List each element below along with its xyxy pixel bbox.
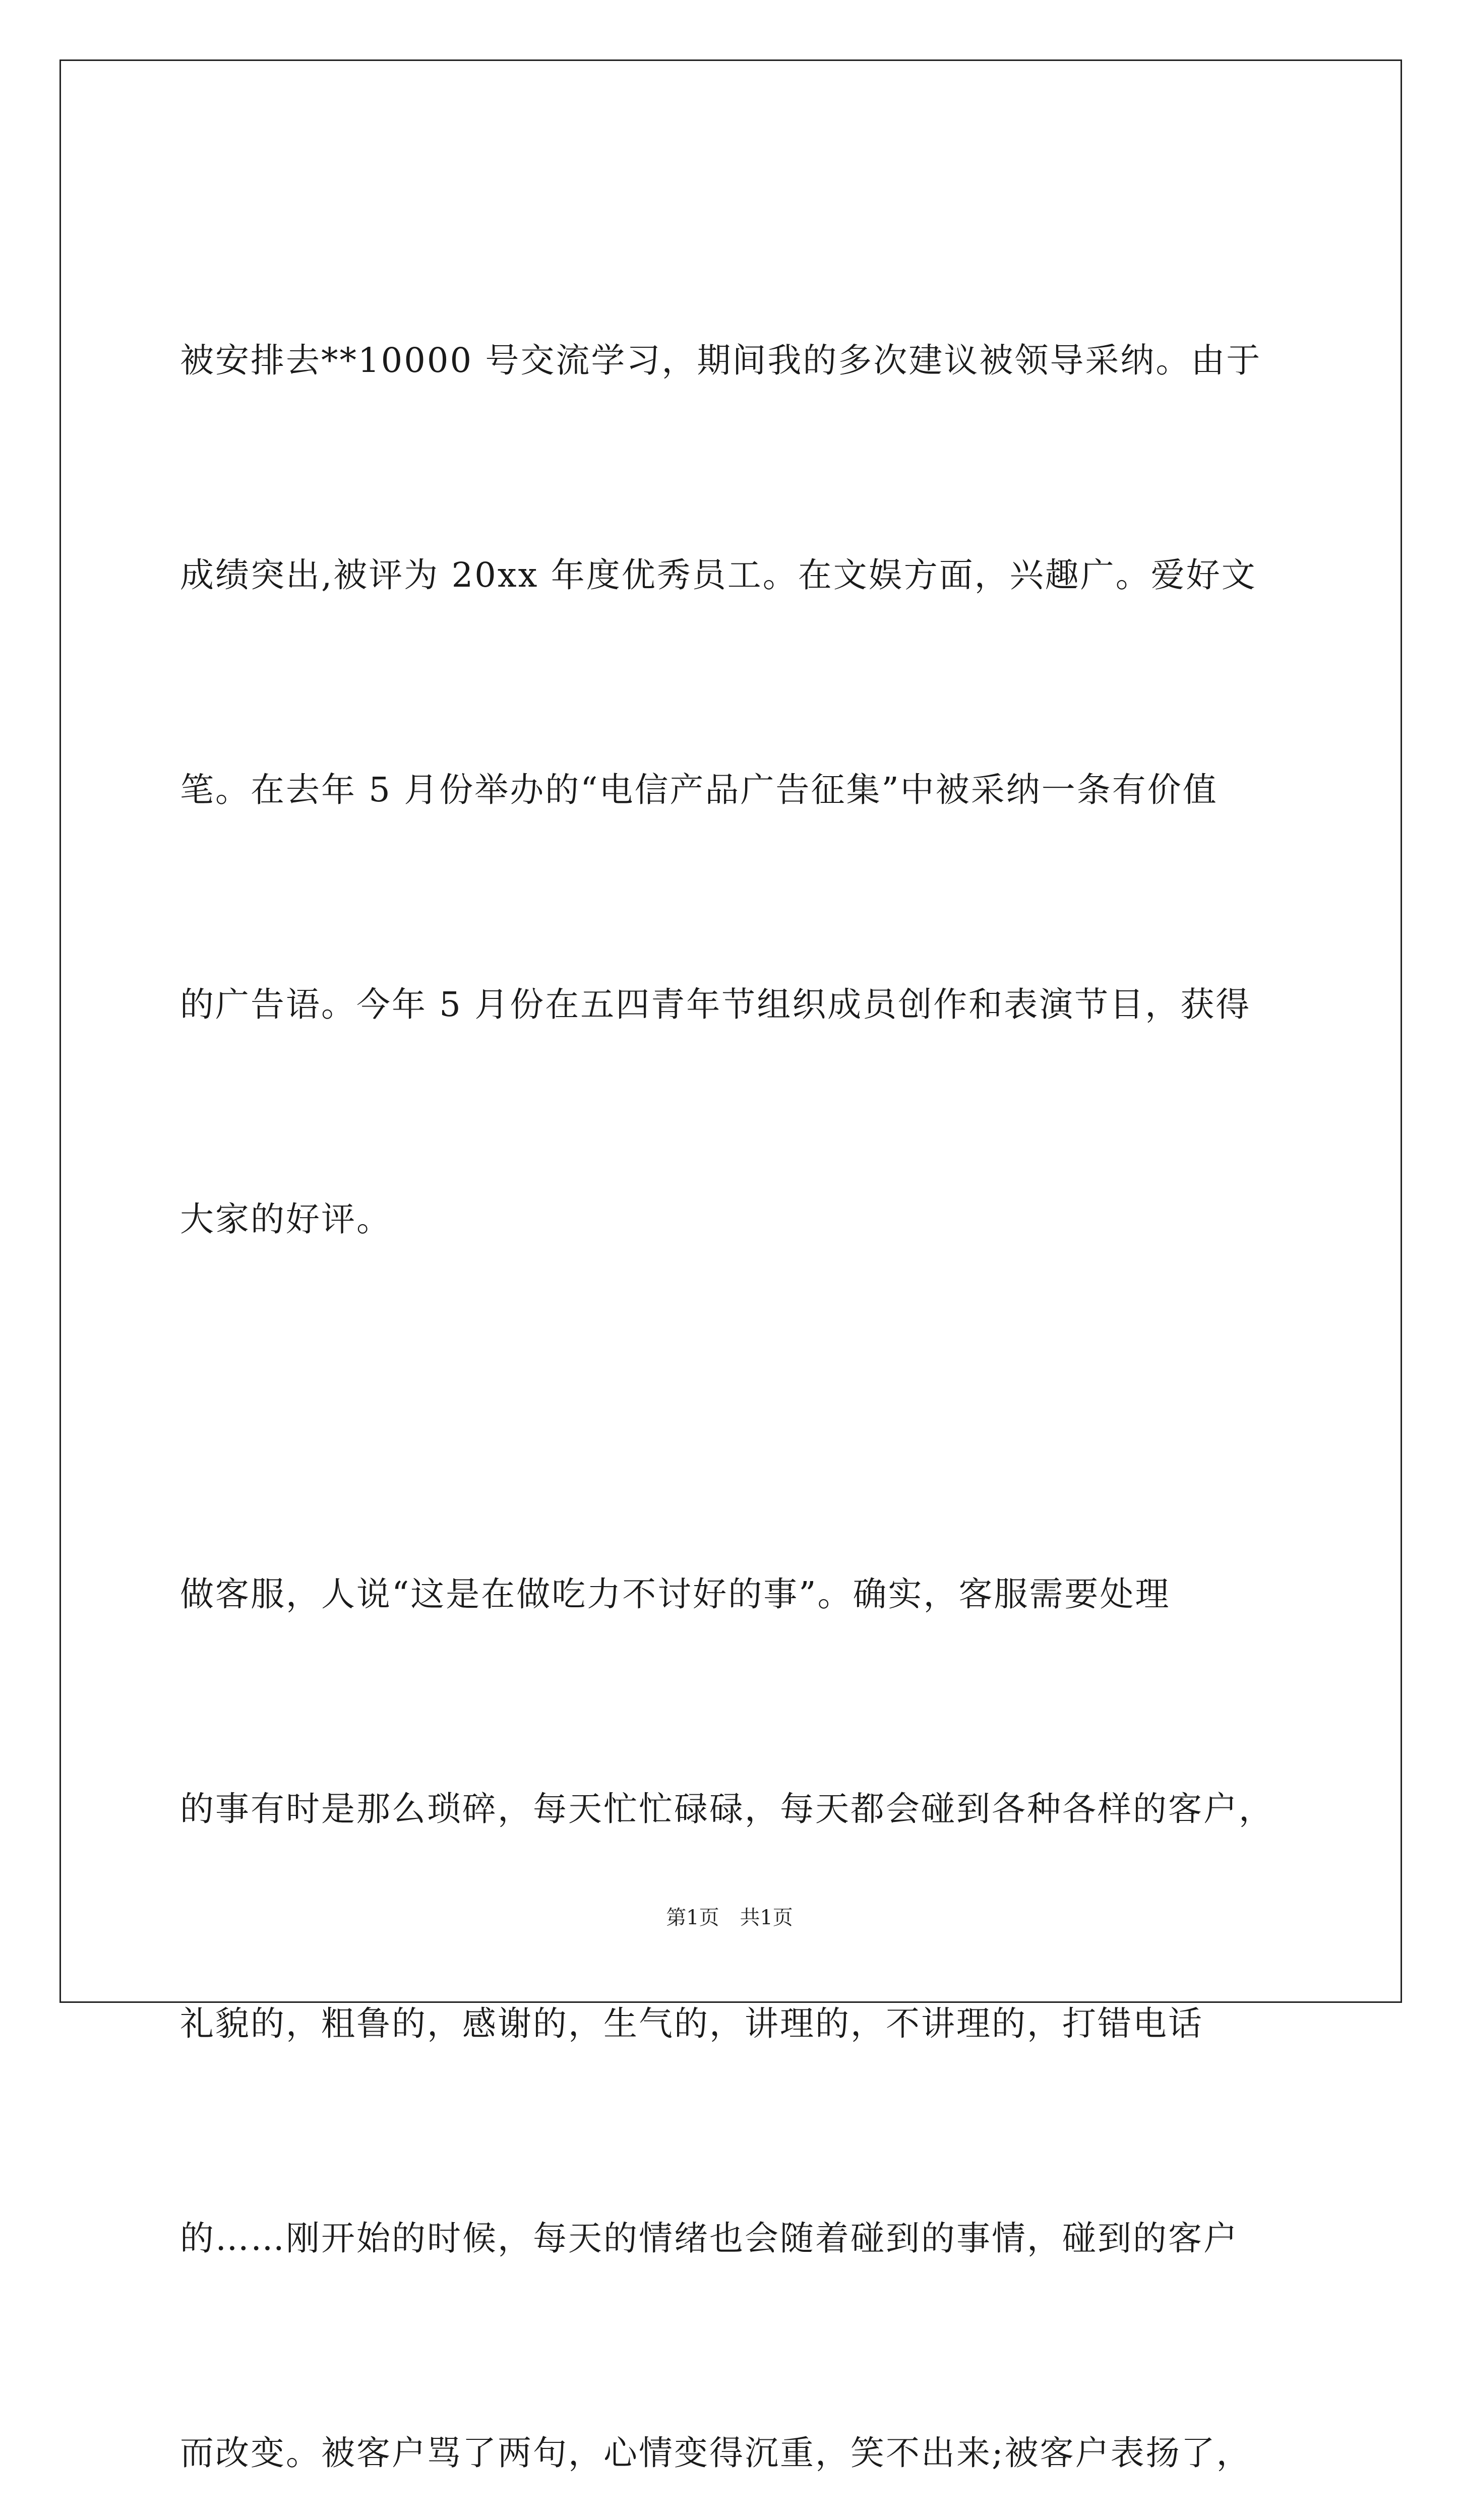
page-total: 共1页 xyxy=(740,1906,793,1929)
text-line: 大家的好评。 xyxy=(180,1200,392,1239)
text-line: 而改变。被客户骂了两句，心情变得沉重，笑不出来;被客户表扬了， xyxy=(180,2433,1252,2473)
text-line: 笔。在去年 5 月份举办的“电信产品广告征集”中被采纳一条有价值 xyxy=(180,770,1218,809)
page-footer xyxy=(0,1902,1459,1930)
paragraph-2 xyxy=(180,1415,1289,2520)
text-line: 的……刚开始的时候，每天的情绪也会随着碰到的事情，碰到的客户 xyxy=(180,2219,1239,2258)
document-body xyxy=(180,181,1289,2520)
text-line: 礼貌的，粗鲁的，感谢的，生气的，讲理的，不讲理的，打错电话 xyxy=(180,2004,1203,2043)
page-number: 第1页 xyxy=(666,1906,719,1929)
text-line: 做客服，人说“这是在做吃力不讨好的事”。确实，客服需要处理 xyxy=(180,1574,1171,1614)
text-line: 的事有时是那么琐碎，每天忙忙碌碌，每天都会碰到各种各样的客户， xyxy=(180,1789,1274,1829)
text-line: 被安排去**10000 号交流学习，期间我的多次建议被领导采纳。由于 xyxy=(180,341,1262,380)
text-line: 成绩突出,被评为 20xx 年度优秀员工。在文娱方面，兴趣广。爱好文 xyxy=(180,555,1257,595)
paragraph-1 xyxy=(180,181,1289,1398)
text-line: 的广告语。今年 5 月份在五四青年节组织成员创作和表演节目，获得 xyxy=(180,985,1251,1024)
